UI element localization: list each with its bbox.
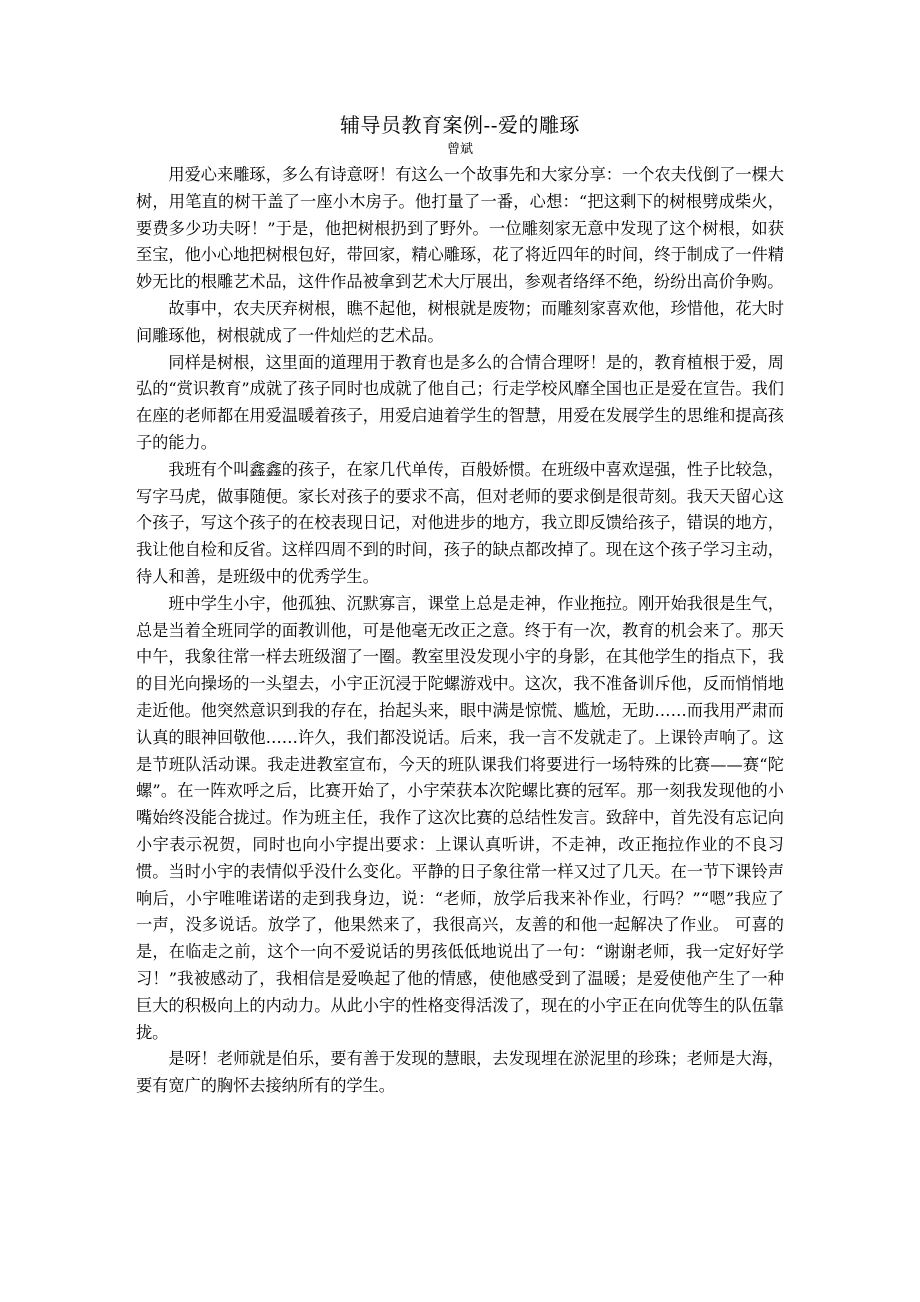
author-name: 曾斌 xyxy=(446,142,473,157)
paragraph-6: 是呀！老师就是伯乐，要有善于发现的慧眼，去发现埋在淤泥里的珍珠；老师是大海，要有宽广的胸怀去接纳所有的学生。 xyxy=(136,1049,784,1096)
paragraph-3: 同样是树根，这里面的道理用于教育也是多么的合情合理呀！是的，教育植根于爱，周弘的“赏识教育”成就了孩子同时也成就了他自己；行走学校风靡全国也正是爱在宣告。我们在座的老师都在用爱温暖着孩子，用爱启迪着学生的智慧，用爱在发展学生的思维和提高孩子的能力。 xyxy=(136,352,784,452)
document-page xyxy=(136,110,784,1100)
paragraph-2: 故事中，农夫厌弃树根，瞧不起他，树根就是废物；而雕刻家喜欢他，珍惜他，花大时间雕琢他，树根就成了一件灿烂的艺术品。 xyxy=(136,298,784,345)
paragraph-5: 班中学生小宇，他孤独、沉默寡言，课堂上总是走神，作业拖拉。刚开始我很是生气，总是当着全班同学的面教训他，可是他毫无改正之意。终于有一次，教育的机会来了。那天中午，我象往常一样去班级溜了一圈。教室里没发现小宇的身影，在其他学生的指点下，我的目光向操场的一头望去，小宇正沉浸于陀螺游戏中。这次，我不准备训斥他，反而悄悄地走近他。他突然意识到我的存在，抬起头来，眼中满是惊慌、尴尬，无助……而我用严肃而认真的眼神回敬他……许久，我们都没说话。后来，我一言不发就走了。上课铃声响了。这是节班队活动课。我走进教室宣布，今天的班队课我们将要进行一场特殊的比赛——赛“陀螺”。在一阵欢呼之后，比赛开始了，小宇荣获本次陀螺比赛的冠军。那一刻我发现他的小嘴始终没能合拢过。作为班主任，我作了这次比赛的总结性发言。致辞中，首先没有忘记向小宇表示祝贺，同时也向小宇提出要求：上课认真听讲，不走神，改正拖拉作业的不良习惯。当时小宇的表情似乎没什么变化。平静的日子象往常一样又过了几天。在一节下课铃声响后，小宇唯唯诺诺的走到我身边，说：“老师，放学后我来补作业，行吗？”“嗯”我应了一声，没多说话。放学了，他果然来了，我很高兴，友善的和他一起解决了作业。 可喜的是，在临走之前，这个一向不爱说话的男孩低低地说出了一句：“谢谢老师，我一定好好学习！”我被感动了，我相信是爱唤起了他的情感，使他感受到了温暖；是爱使他产生了一种巨大的积极向上的内动力。从此小宇的性格变得活泼了，现在的小宇正在向优等生的队伍靠拢。 xyxy=(136,593,784,1042)
document-title: 辅导员教育案例--爱的雕琢 xyxy=(339,113,580,137)
paragraph-4: 我班有个叫鑫鑫的孩子，在家几代单传，百般娇惯。在班级中喜欢逞强，性子比较急，写字马虎，做事随便。家长对孩子的要求不高，但对老师的要求倒是很苛刻。我天天留心这个孩子，写这个孩子的在校表现日记，对他进步的地方，我立即反馈给孩子，错误的地方，我让他自检和反省。这样四周不到的时间，孩子的缺点都改掉了。现在这个孩子学习主动，待人和善，是班级中的优秀学生。 xyxy=(136,459,784,586)
paragraph-1: 用爱心来雕琢，多么有诗意呀！有这么一个故事先和大家分享：一个农夫伐倒了一棵大树，用笔直的树干盖了一座小木房子。他打量了一番，心想：“把这剩下的树根劈成柴火，要费多少功夫呀！”于是，他把树根扔到了野外。一位雕刻家无意中发现了这个树根，如获至宝，他小心地把树根包好，带回家，精心雕琢，花了将近四年的时间，终于制成了一件精妙无比的根雕艺术品，这件作品被拿到艺术大厅展出，参观者络绎不绝，纷纷出高价争购。 xyxy=(136,165,784,292)
